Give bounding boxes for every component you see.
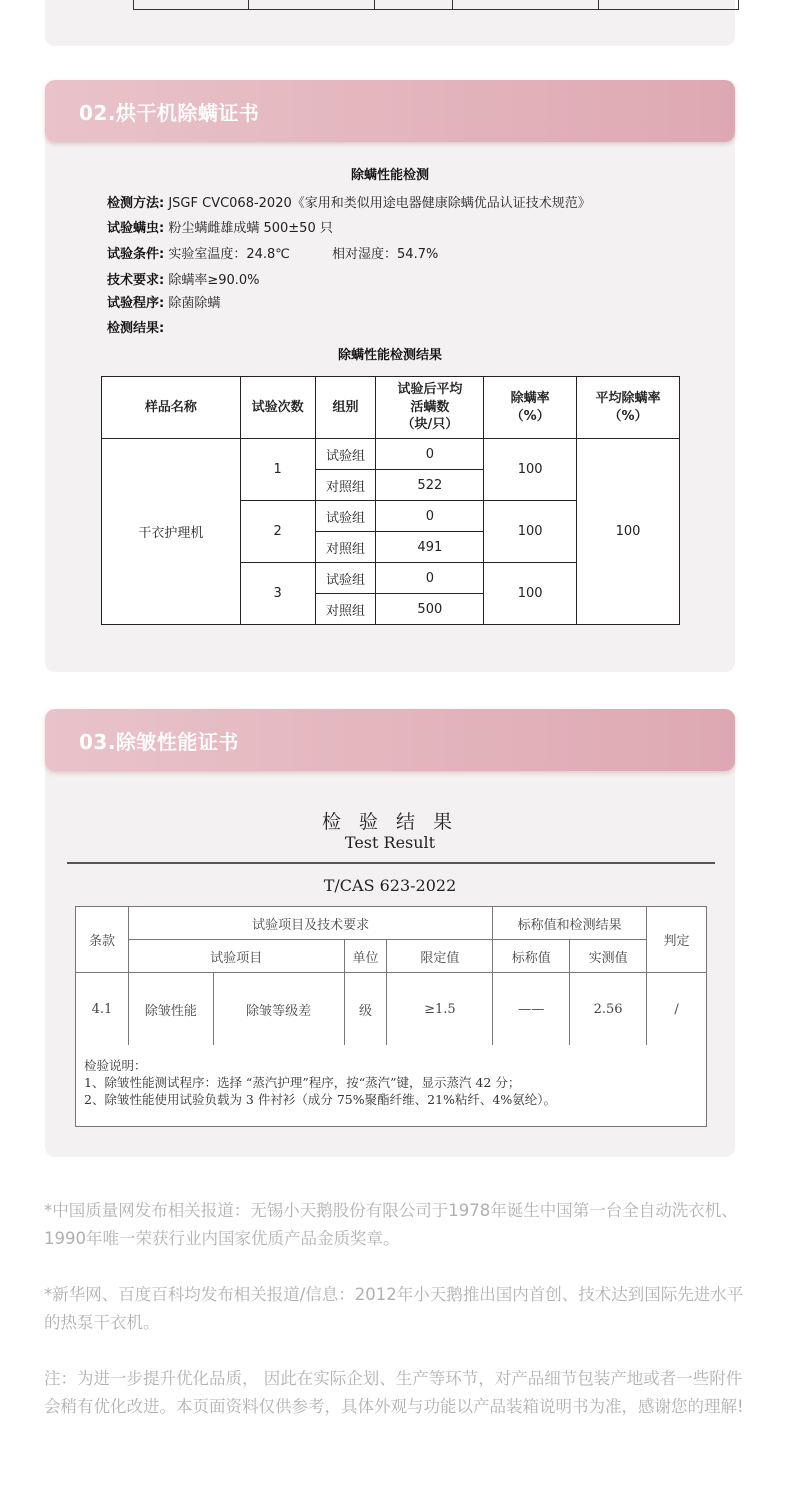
field-label: 试验螨虫: [107,221,165,236]
header-results: 标称值和检测结果 [493,907,647,940]
note-line: 1、除皱性能测试程序：选择 “蒸汽护理”程序，按“蒸汽”键，显示蒸汽 42 分； [84,1075,521,1090]
footnote-quality-report: *中国质量网发布相关报道：无锡小天鹅股份有限公司于1978年诞生中国第一台全自动洗衣机、1990年唯一荣获行业内国家优质产品金质奖章。 [44,1201,738,1248]
table-header-row [102,377,680,439]
limit-cell: ≥1.5 [387,973,493,1046]
count-cell: 0 [376,439,484,470]
item-cell: 除皱性能 [128,973,213,1046]
group-cell: 试验组 [315,501,376,532]
wrinkle-results-table [75,906,707,1046]
group-cell: 对照组 [315,470,376,501]
count-cell: 491 [376,532,484,563]
group-cell: 试验组 [315,439,376,470]
count-cell: 522 [376,470,484,501]
header-clause: 条款 [76,907,129,973]
unit-cell: 级 [344,973,387,1046]
report-title: 检 验 结 果 [321,811,459,833]
test-notes [75,1045,707,1127]
divider [67,862,715,864]
sample-name-cell: 干衣护理机 [102,439,241,625]
note-line: 2、除皱性能使用试验负载为 3 件衬衫（成分 75%聚酯纤维、21%粘纤、4%氨纶）。 [84,1092,556,1107]
report-field [107,243,438,262]
standard-code: T/CAS 623-2022 [323,876,457,895]
clause-cell: 4.1 [76,973,129,1046]
average-rate-cell: 100 [577,439,680,625]
trial-number-cell: 2 [240,501,315,563]
field-label: 检测方法: [107,196,165,211]
header-unit: 单位 [344,940,387,973]
table-header-row [76,907,707,940]
header-measured: 实测值 [570,940,647,973]
group-cell: 对照组 [315,532,376,563]
field-value: JSGF CVC068-2020《家用和类似用途电器健康除螨优品认证技术规范》 [168,196,591,211]
mite-report-document [45,80,735,672]
field-value: 除菌除螨 [168,296,221,311]
header-limit: 限定值 [387,940,493,973]
field-value-humidity: 相对湿度：54.7% [332,247,439,262]
notes-heading: 检验说明： [84,1058,147,1073]
report-subtitle: Test Result [344,833,436,852]
table-header-row [76,940,707,973]
previous-table-fragment [133,0,739,10]
trial-number-cell: 1 [240,439,315,501]
wrinkle-removal-certificate-card [45,709,735,1157]
footnote-xinhua-report: *新华网、百度百科均发布相关报道/信息：2012年小天鹅推出国内首创、技术达到国际先进水平的热泵干衣机。 [44,1285,744,1332]
group-cell: 对照组 [315,594,376,625]
count-cell: 0 [376,563,484,594]
count-cell: 0 [376,501,484,532]
header-nominal: 标称值 [493,940,570,973]
footnote-disclaimer: 注：为进一步提升优化品质， 因此在实际企划、生产等环节，对产品细节包装产地或者一些附件会稍有优化改进。本页面资料仅供参考，具体外观与功能以产品装箱说明书为准，感谢您的理解! [44,1369,744,1416]
mite-results-table [101,376,680,625]
table-title: 除螨性能检测结果 [337,348,442,363]
header-group: 组别 [315,377,376,439]
field-label: 技术要求: [107,273,165,288]
header-average-rate: 平均除螨率 （%） [577,377,680,439]
report-field [107,269,260,288]
verdict-cell: / [647,973,707,1046]
table-row [102,439,680,470]
section-title: 03.除皱性能证书 [79,730,239,754]
header-items: 试验项目及技术要求 [128,907,492,940]
measured-cell: 2.56 [570,973,647,1046]
header-sample: 样品名称 [102,377,241,439]
mite-removal-certificate-card [45,80,735,672]
header-verdict: 判定 [647,907,707,973]
nominal-cell: —— [493,973,570,1046]
rate-cell: 100 [484,501,577,563]
wrinkle-report-document [45,709,735,1157]
group-cell: 试验组 [315,563,376,594]
table-row [76,973,707,1046]
header-trial: 试验次数 [240,377,315,439]
report-field [107,192,591,211]
sub-item-cell: 除皱等级差 [213,973,344,1046]
header-item: 试验项目 [128,940,344,973]
trial-number-cell: 3 [240,563,315,625]
field-label: 检测结果: [107,321,165,336]
rate-cell: 100 [484,563,577,625]
field-value: 除螨率≥90.0% [168,273,260,288]
section-title: 02.烘干机除螨证书 [79,101,260,125]
header-rate: 除螨率 （%） [484,377,577,439]
report-field [107,217,333,236]
previous-certificate-card [45,0,735,46]
report-field [107,317,164,336]
report-heading: 除螨性能检测 [350,168,429,183]
report-field [107,292,220,311]
field-label: 试验程序: [107,296,165,311]
field-value: 实验室温度：24.8℃ [168,247,290,262]
rate-cell: 100 [484,439,577,501]
field-value: 粉尘螨雌雄成螨 500±50 只 [168,221,333,236]
header-live-mites: 试验后平均 活螨数 （块/只） [376,377,484,439]
count-cell: 500 [376,594,484,625]
field-label: 试验条件: [107,247,165,262]
